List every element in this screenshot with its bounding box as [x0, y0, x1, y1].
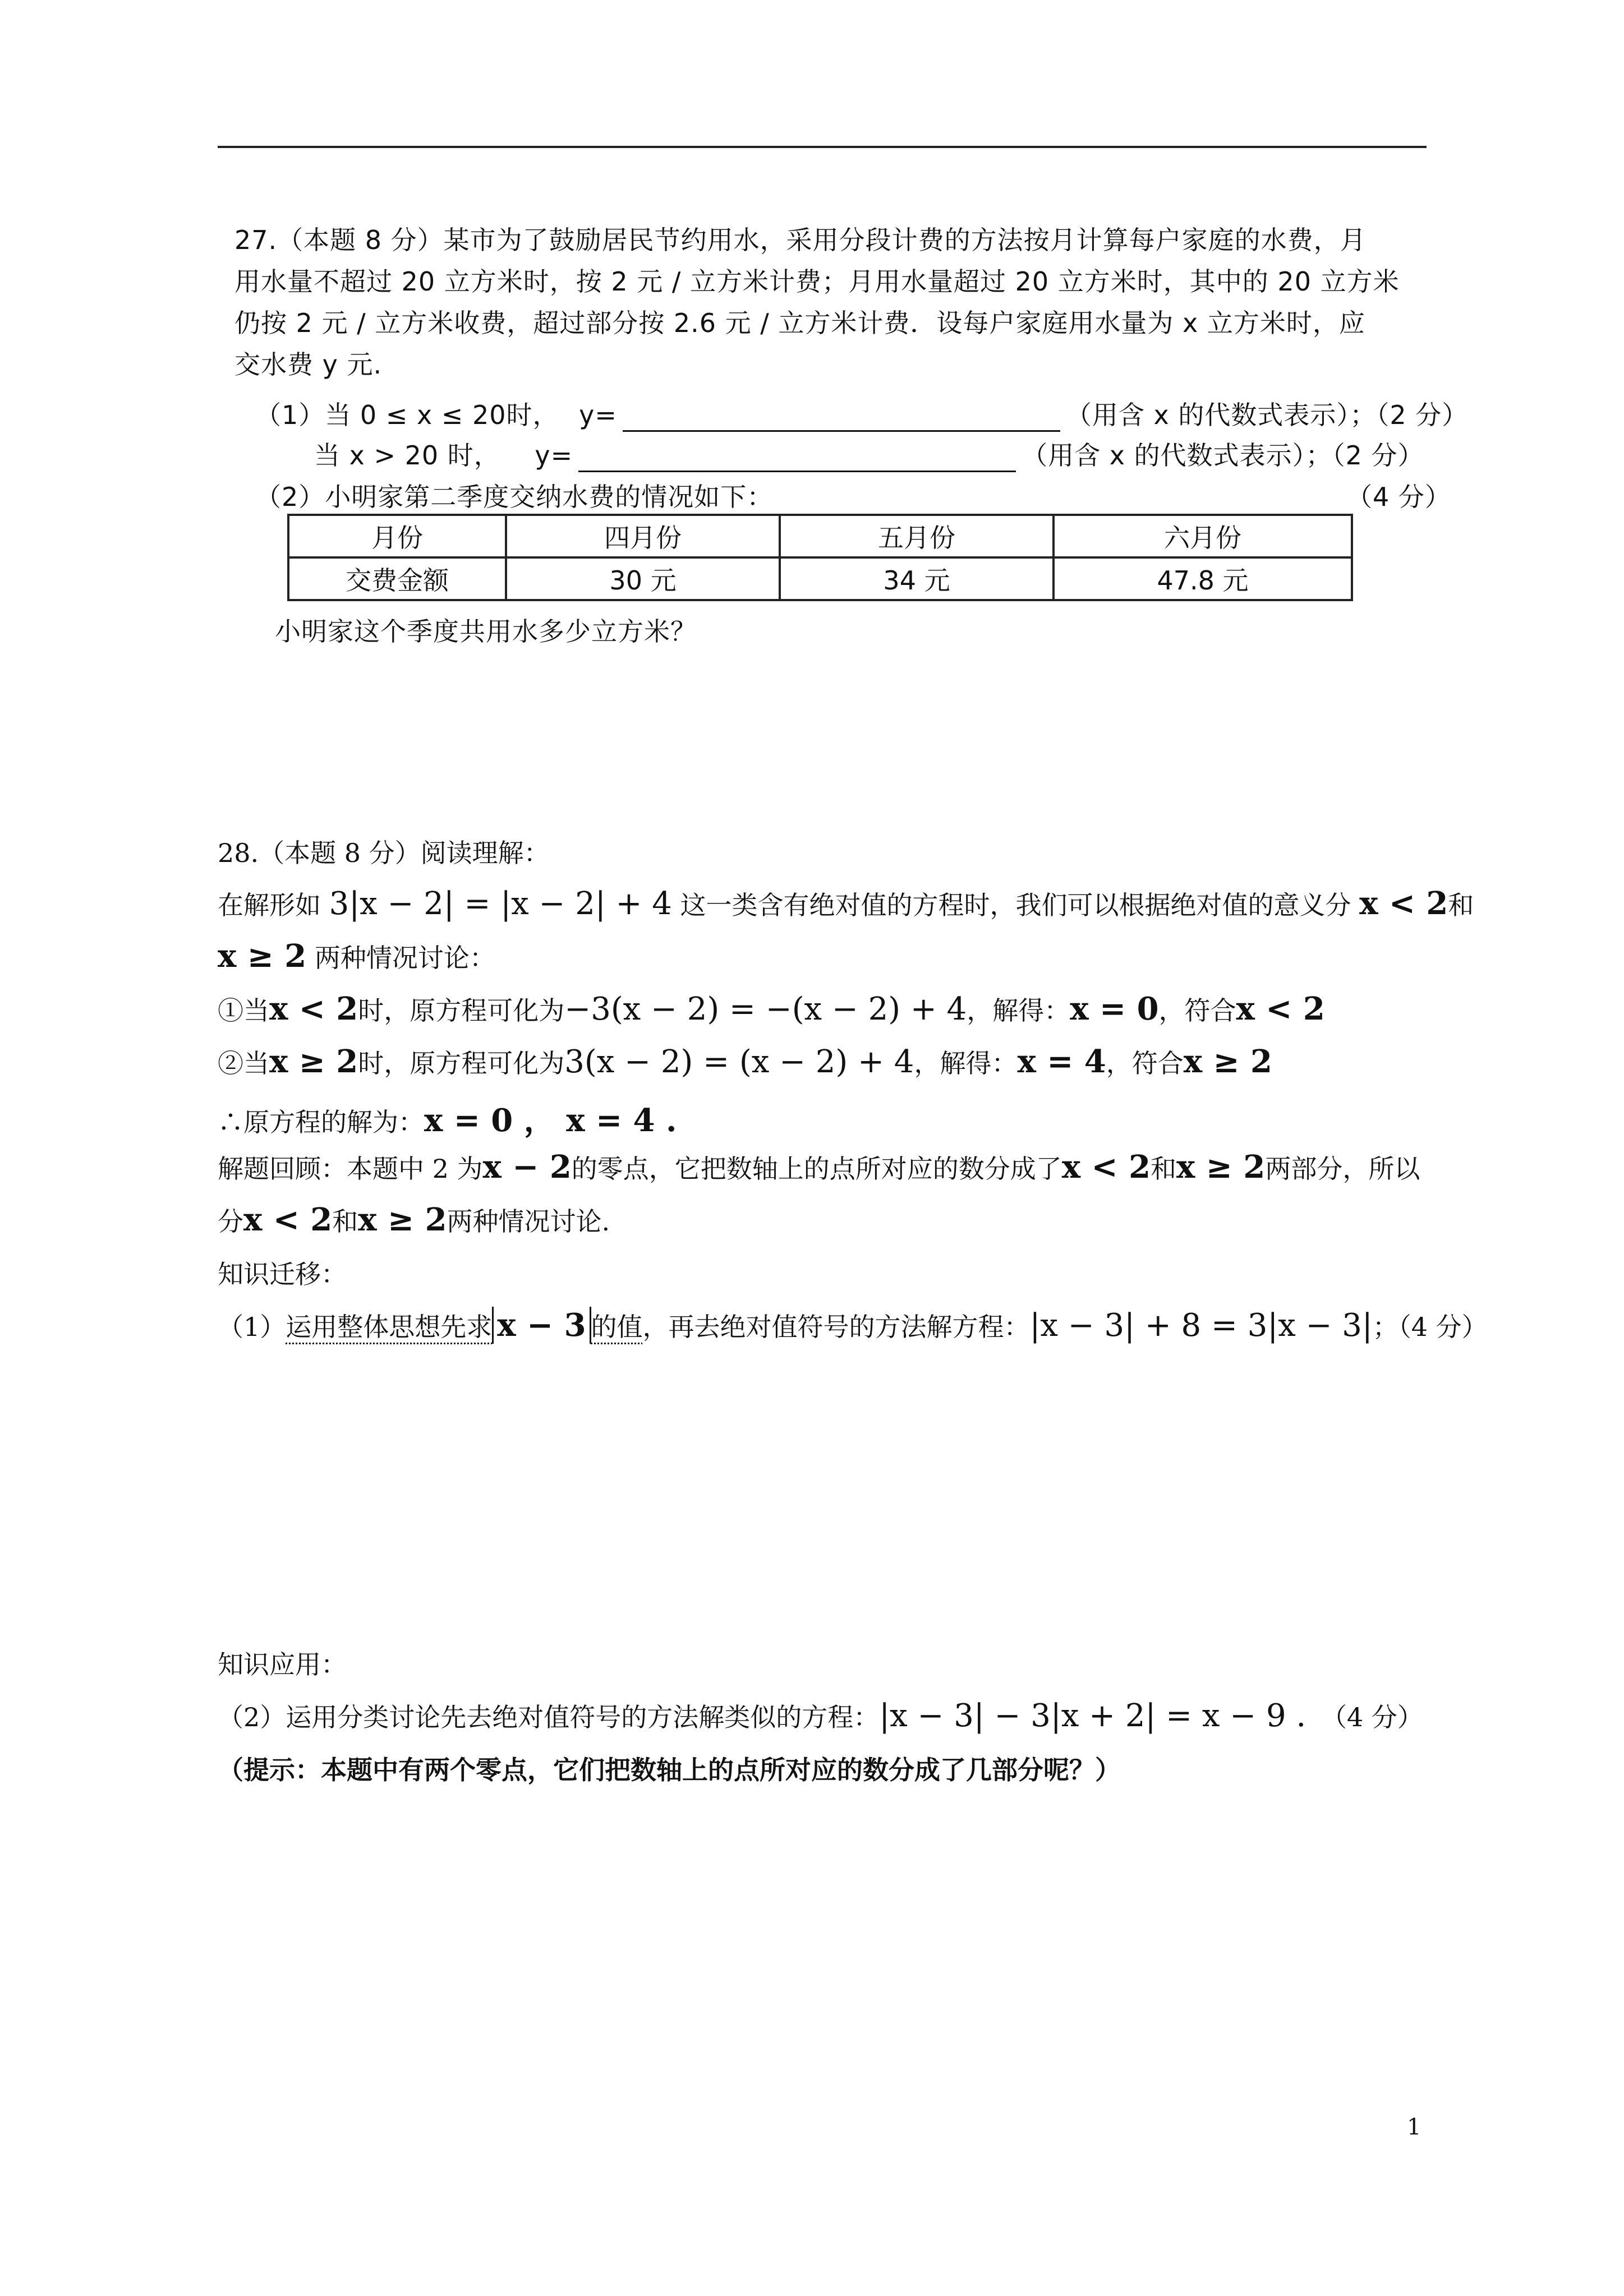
text: 和 — [1151, 1154, 1177, 1184]
text: 的零点，它把数轴上的点所对应的数分成了 — [571, 1154, 1062, 1184]
table-header-cell: 六月份 — [1053, 515, 1352, 557]
q28-title: 28.（本题 8 分）阅读理解： — [218, 838, 550, 868]
math-absolute-value: x − 3 — [492, 1307, 591, 1344]
q27-part1b-condition: 当 x > 20 时， — [314, 440, 500, 471]
q28-case1 — [218, 990, 1325, 1027]
text: ①当 — [218, 995, 269, 1026]
math-inequality: x ≥ 2 — [218, 938, 307, 975]
math-equation: 3(x − 2) = (x − 2) + 4 — [564, 1044, 914, 1080]
q27-line3: 仍按 2 元 / 立方米收费，超过部分按 2.6 元 / 立方米计费．设每户家庭用水量为 x 立方米时，应 — [234, 308, 1365, 338]
table-header-cell: 月份 — [288, 515, 506, 557]
q28-part2 — [218, 1697, 1306, 1734]
math-equation: −3(x − 2) = −(x − 2) + 4 — [564, 991, 967, 1027]
q28-therefore — [218, 1096, 677, 1141]
table-cell: 30 元 — [506, 557, 780, 600]
q27-hint-1: （用含 x 的代数式表示）；（2 分） — [1065, 400, 1469, 430]
text: ；（4 分） — [1372, 1312, 1488, 1342]
math-equation: 3|x − 2| = |x − 2| + 4 — [329, 886, 672, 922]
text: ，再去绝对值符号的方法解方程： — [642, 1312, 1030, 1342]
q27-part1a — [255, 395, 1468, 432]
header-rule — [218, 146, 1427, 148]
math-inequality: x < 2 — [1236, 990, 1325, 1027]
q27-part1b — [314, 435, 1424, 472]
math-inequality: x ≥ 2 — [269, 1043, 358, 1080]
math-equation: |x − 3| + 8 = 3|x − 3| — [1029, 1307, 1373, 1344]
math-inequality: x ≥ 2 — [1176, 1149, 1266, 1186]
text: 和 — [332, 1206, 358, 1237]
table-header-cell: 五月份 — [780, 515, 1053, 557]
q28-case2 — [218, 1043, 1272, 1080]
q27-hint-2: （用含 x 的代数式表示）；（2 分） — [1022, 440, 1424, 471]
math-inequality: x ≥ 2 — [1183, 1043, 1272, 1080]
math-solution: x = 0 ， x = 4 . — [424, 1102, 677, 1139]
text: ∴原方程的解为： — [218, 1107, 424, 1137]
text: 在解形如 — [218, 890, 321, 920]
q27-y-label: y= — [579, 400, 617, 430]
math-inequality: x < 2 — [269, 990, 358, 1027]
text: 时，原方程可化为 — [358, 995, 565, 1026]
text: ，符合 — [1158, 995, 1236, 1026]
table-row — [288, 557, 1352, 600]
math-solution: x = 0 — [1070, 990, 1159, 1027]
q28-part1 — [218, 1307, 1488, 1344]
math-inequality: x < 2 — [1061, 1149, 1151, 1186]
math-inequality: x ≥ 2 — [358, 1201, 447, 1238]
text-dotted-underline: 的值 — [591, 1312, 643, 1342]
text: 这一类含有绝对值的方程时，我们可以根据绝对值的意义分 — [680, 890, 1351, 920]
table-cell: 34 元 — [780, 557, 1053, 600]
table-header-cell: 四月份 — [506, 515, 780, 557]
q27-part2-score: （4 分） — [1346, 482, 1451, 512]
text: 分 — [218, 1206, 243, 1237]
math-inequality: x < 2 — [243, 1201, 333, 1238]
q27-line4: 交水费 y 元. — [234, 349, 383, 380]
table-header-row — [288, 515, 1352, 557]
q27-line2: 用水量不超过 20 立方米时，按 2 元 / 立方米计费；月用水量超过 20 立方米时，其中的 20 立方米 — [234, 266, 1400, 297]
q27-line1: 27.（本题 8 分）某市为了鼓励居民节约用水，采用分段计费的方法按月计算每户家庭的水费，月 — [234, 225, 1367, 255]
answer-blank-2[interactable] — [578, 448, 1016, 472]
text: （2）运用分类讨论先去绝对值符号的方法解类似的方程： — [218, 1702, 880, 1732]
text: ，解得： — [914, 1048, 1018, 1078]
q27-part1a-condition: （1）当 0 ≤ x ≤ 20时， — [255, 400, 559, 430]
text: 和 — [1448, 890, 1474, 920]
text: 两部分，所以 — [1265, 1154, 1420, 1184]
q28-review2 — [218, 1201, 610, 1238]
answer-blank-1[interactable] — [623, 408, 1060, 432]
q28-part2-score: （4 分） — [1321, 1702, 1423, 1732]
text: ，符合 — [1106, 1048, 1184, 1078]
text: 解题回顾：本题中 2 为 — [218, 1154, 483, 1184]
text: ②当 — [218, 1048, 269, 1078]
table-cell: 交费金额 — [288, 557, 506, 600]
text: 时，原方程可化为 — [358, 1048, 565, 1078]
text: ，解得： — [967, 995, 1070, 1026]
q28-apply-heading: 知识应用： — [218, 1649, 347, 1680]
math-expression: x − 2 — [482, 1149, 572, 1186]
math-solution: x = 4 — [1017, 1043, 1106, 1080]
text: （1） — [218, 1312, 286, 1342]
q28-intro — [218, 885, 1474, 922]
text: 两种情况讨论. — [447, 1206, 610, 1237]
q27-part2: （2）小明家第二季度交纳水费的情况如下： — [255, 482, 774, 512]
q27-question: 小明家这个季度共用水多少立方米？ — [275, 616, 697, 647]
q28-review — [218, 1149, 1420, 1186]
table-cell: 47.8 元 — [1053, 557, 1352, 600]
math-equation: |x − 3| − 3|x + 2| = x − 9 . — [879, 1698, 1306, 1734]
q28-hint: （提示：本题中有两个零点，它们把数轴上的点所对应的数分成了几部分呢？） — [218, 1755, 1121, 1785]
text: 两种情况讨论： — [314, 943, 495, 973]
fee-table — [287, 514, 1353, 601]
text-dotted-underline: 运用整体思想先求 — [286, 1312, 493, 1342]
q28-transfer-heading: 知识迁移： — [218, 1259, 347, 1289]
math-inequality: x < 2 — [1359, 885, 1448, 922]
q27-y-label-2: y= — [535, 440, 573, 471]
page-number: 1 — [1407, 2114, 1421, 2140]
q28-line2 — [218, 938, 495, 975]
